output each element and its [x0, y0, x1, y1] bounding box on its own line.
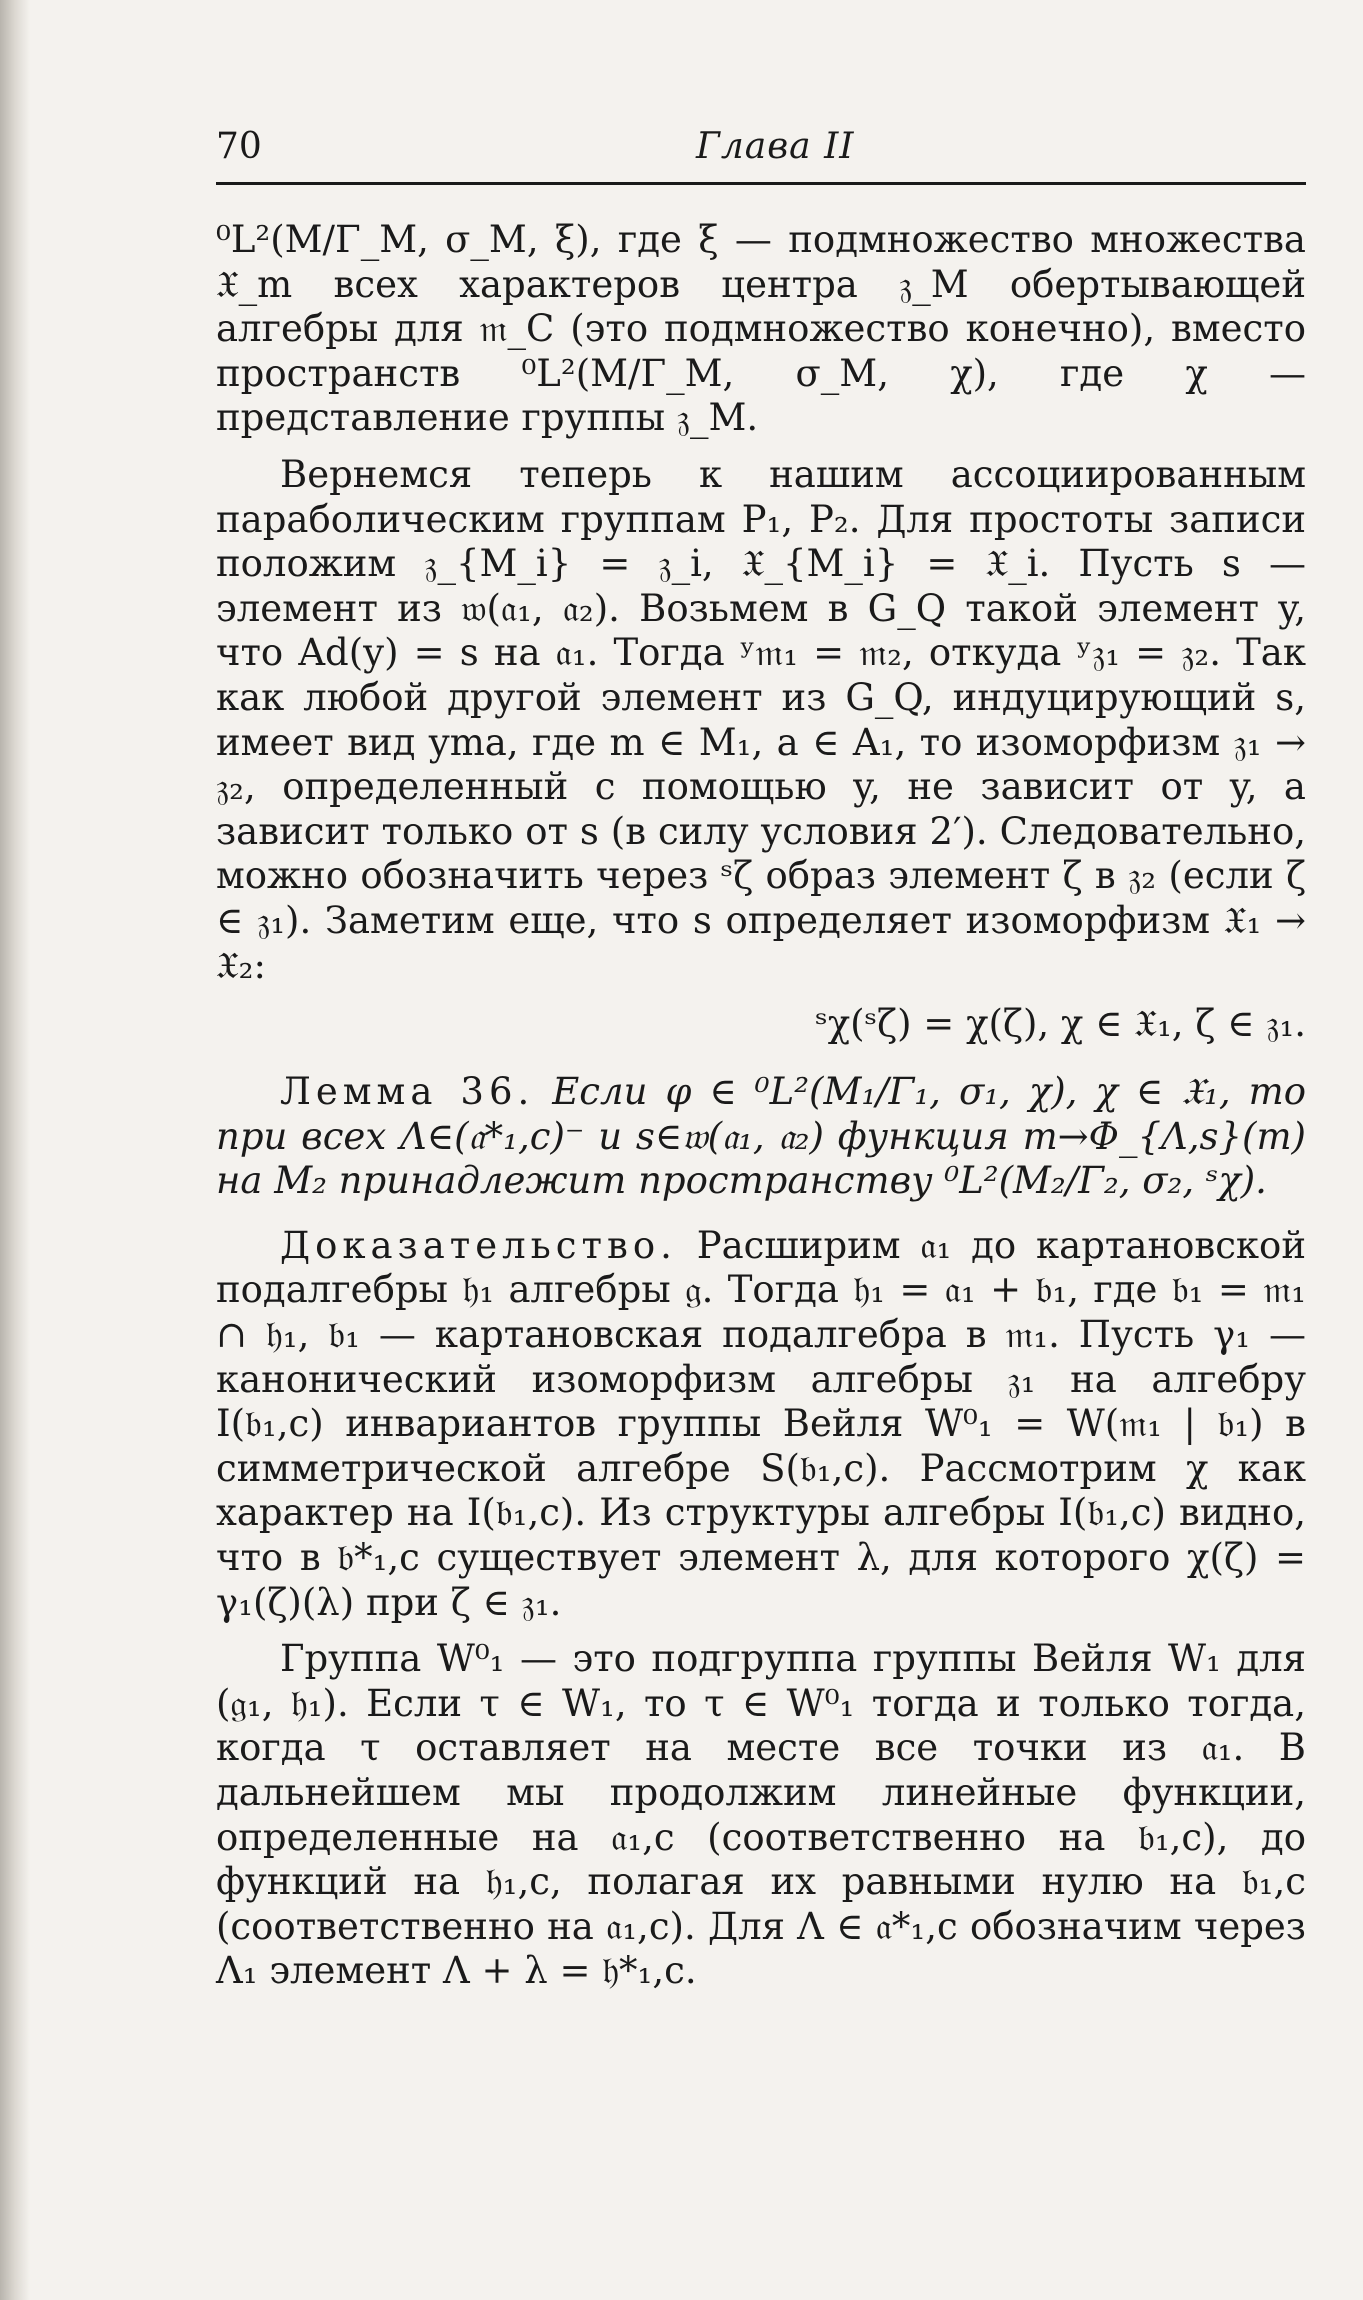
paragraph-continuation: ⁰L²(M/Γ_M, σ_M, ξ), где ξ — подмножество множества 𝔛_m всех характеров центра 𝔷_M обертывающей алгебры для 𝔪_C (это подмножество конечно), вместо пространств ⁰L²(M/Γ_M, σ_M, χ), где χ — представление группы 𝔷_M. [216, 218, 1306, 440]
page-body [216, 218, 1306, 2006]
proof-label: Доказательство. [280, 1223, 677, 1267]
page-edge-shadow [0, 0, 30, 2300]
lemma-36 [216, 1070, 1306, 1204]
display-formula: ˢχ(ˢζ) = χ(ζ), χ ∈ 𝔛₁, ζ ∈ 𝔷₁. [815, 1002, 1306, 1046]
proof-text: Расширим 𝔞₁ до картановской подалгебры 𝔥₁ алгебры 𝔤. Тогда 𝔥₁ = 𝔞₁ + 𝔟₁, где 𝔟₁ = 𝔪₁ ∩ 𝔥₁, 𝔟₁ — картановская подалгебра в 𝔪₁. Пусть γ₁ — канонический изоморфизм алгебры 𝔷₁ на алгебру I(𝔟₁,c) инвариантов группы Вейля W⁰₁ = W(𝔪₁ | 𝔟₁) в симметрической алгебре S(𝔟₁,c). Рассмотрим χ как характер на I(𝔟₁,c). Из структуры алгебры I(𝔟₁,c) видно, что в 𝔟*₁,c существует элемент λ, для которого χ(ζ) = γ₁(ζ)(λ) при ζ ∈ 𝔷₁. [216, 1223, 1306, 1624]
lemma-statement: Если φ ∈ ⁰L²(M₁/Γ₁, σ₁, χ), χ ∈ 𝔛₁, то при всех Λ∈(𝔞*₁,c)⁻ и s∈𝔴(𝔞₁, 𝔞₂) функция m→Φ_{Λ,s}(m) на M₂ принадлежит пространству ⁰L²(M₂/Γ₂, σ₂, ˢχ). [216, 1070, 1306, 1203]
page-number: 70 [216, 126, 262, 167]
paragraph-parabolic-groups: Вернемся теперь к нашим ассоциированным параболическим группам P₁, P₂. Для простоты записи положим 𝔷_{M_i} = 𝔷_i, 𝔛_{M_i} = 𝔛_i. Пусть s — элемент из 𝔴(𝔞₁, 𝔞₂). Возьмем в G_Q такой элемент y, что Ad(y) = s на 𝔞₁. Тогда ʸ𝔪₁ = 𝔪₂, откуда ʸ𝔷₁ = 𝔷₂. Так как любой другой элемент из G_Q, индуцирующий s, имеет вид yma, где m ∈ M₁, a ∈ A₁, то изоморфизм 𝔷₁ → 𝔷₂, определенный с помощью y, не зависит от y, а зависит только от s (в силу условия 2′). Следовательно, можно обозначить через ˢζ образ элемент ζ в 𝔷₂ (если ζ ∈ 𝔷₁). Заметим еще, что s определяет изоморфизм 𝔛₁ → 𝔛₂: [216, 452, 1306, 987]
paragraph-weyl-group: Группа W⁰₁ — это подгруппа группы Вейля W₁ для (𝔤₁, 𝔥₁). Если τ ∈ W₁, то τ ∈ W⁰₁ тогда и только тогда, когда τ оставляет на месте все точки из 𝔞₁. В дальнейшем мы продолжим линейные функции, определенные на 𝔞₁,c (соответственно на 𝔟₁,c), до функций на 𝔥₁,c, полагая их равными нулю на 𝔟₁,c (соответственно на 𝔞₁,c). Для Λ ∈ 𝔞*₁,c обозначим через Λ₁ элемент Λ + λ = 𝔥*₁,c. [216, 1637, 1306, 1993]
page-header [216, 122, 1306, 185]
proof-paragraph [216, 1224, 1306, 1625]
lemma-label: Лемма 36. [280, 1070, 535, 1114]
chapter-title: Глава II [696, 126, 855, 167]
